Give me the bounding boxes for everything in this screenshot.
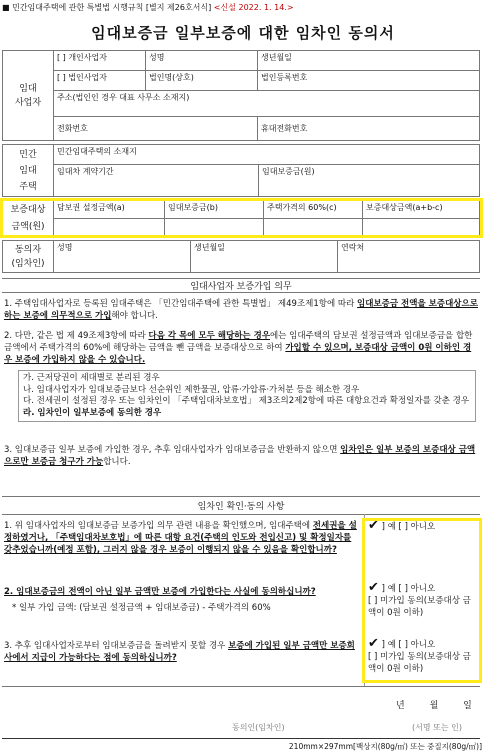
- q2-check-icon[interactable]: ✔: [368, 580, 379, 595]
- housing-label: 민간 임대 주택: [3, 145, 54, 197]
- duty-3-emphasis: 임차인은 일부 보증의 보증대상 금액으로만 보증금 청구가 가능: [4, 445, 476, 467]
- condition-a: 가. 근저당권이 세대별로 분리된 경우: [23, 373, 160, 383]
- q2-text: 2. 임대보증금의 전액이 아닌 일부 금액: [4, 587, 152, 597]
- duty-heading: 임대사업자 보증가입 의무: [190, 282, 292, 292]
- q3-emphasis: 보증에 가입된 일부 금액만 보증회사에서 지급이 가능하다는 점에 동의하십니까?: [4, 641, 355, 663]
- consent-question-3: [4, 640, 362, 664]
- duty-1-end: 해야 합니다.: [111, 311, 158, 321]
- landlord-phone-field[interactable]: 전화번호: [54, 117, 258, 141]
- deposit-amount-field[interactable]: 임대보증금(b): [165, 201, 264, 219]
- duty-3-end: 합니다.: [103, 457, 131, 467]
- corporate-option[interactable]: [ ] 법인사업자: [54, 71, 146, 91]
- consent-heading-divider: [2, 514, 480, 515]
- landlord-label: 임대 사업자: [3, 51, 54, 141]
- duty-2-text: 2. 다만, 같은 법 제 49조제3항에 따라: [4, 331, 149, 341]
- duty-2-body: 에는 임대주택의 담보권 설정금액과 임대보증금을 합한 금액에서 주택가격의 60%에 해당하는 금액을 뺀 금액을 보증대상으로 하여: [4, 331, 473, 353]
- condition-d: 라. 임차인이 일부보증에 동의한 경우: [23, 407, 162, 418]
- conditions-box: [18, 370, 476, 422]
- duty-heading-divider: [2, 292, 480, 293]
- housing-deposit-field[interactable]: 임대보증금(원): [259, 165, 480, 197]
- signature-label: 동의인(임차인): [232, 723, 285, 732]
- q1-no[interactable]: [ ] 아니오: [398, 522, 436, 532]
- landlord-name-field[interactable]: 성명: [146, 51, 258, 71]
- landlord-birth-field[interactable]: 생년월일: [258, 51, 480, 71]
- q1-check-icon[interactable]: ✔: [368, 518, 379, 533]
- tenant-name-field[interactable]: 성명: [54, 241, 191, 273]
- page-title: 임대보증금 일부보증에 대한 임차인 동의서: [91, 24, 395, 42]
- q1-text: 1. 위 임대사업자의 임대보증금 보증가입 의무 관련 내용을 확인했으며, 임대주택에: [4, 521, 313, 531]
- guarantee-highlight: [0, 198, 483, 238]
- q3-yes[interactable]: ] 예: [381, 640, 396, 650]
- housing-table: [2, 144, 480, 197]
- contract-period-field[interactable]: 임대차 계약기간: [54, 165, 259, 197]
- consent-heading: 임차인 확인·동의 사항: [197, 502, 285, 512]
- duty-2-emphasis: 다음 각 목에 모두 해당하는 경우: [148, 331, 271, 341]
- duty-2-emphasis-2: 가입할 수 있으며, 보증대상 금액이 0원 이하인 경우 보증에 가입하지 않을 수 있습니다.: [4, 343, 472, 365]
- duty-para-1: [4, 298, 478, 322]
- consent-divider: [2, 496, 480, 497]
- q3-no[interactable]: [ ] 아니오: [398, 640, 436, 650]
- answers-highlight: [362, 518, 482, 683]
- condition-b: 나. 임대사업자가 임대보증금보다 선순위인 제한물권, 압류·가압류·가처분 등을 해소한 경우: [23, 384, 360, 395]
- corp-name-field[interactable]: 법인명(상호): [146, 71, 258, 91]
- duty-para-2: [4, 330, 478, 366]
- tenant-contact-field[interactable]: 연락처: [338, 241, 480, 273]
- corp-reg-field[interactable]: 법인등록번호: [258, 71, 480, 91]
- duty-para-3: [4, 444, 478, 468]
- date-line: [396, 698, 472, 711]
- q2-no[interactable]: [ ] 아니오: [398, 584, 436, 594]
- q2-note: * 일부 가입 금액: (담보권 설정금액 + 임대보증금) - 주택가격의 60%: [12, 603, 271, 613]
- q2-none[interactable]: [ ] 미가입 동의(보증대상 금액이 0원 이하): [368, 596, 471, 618]
- q1-emphasis: 전세권을 설정하였거나, 「주택임대차보호법」에 따른 대항 요건(주택의 인도와 전입신고) 및 확정일자를 갖추었습니까(예정 포함), 그러지 않을 경우 보증이 이행되지 않을 수 있음을 확인합니까?: [4, 521, 357, 555]
- q2-emphasis: 만 보증에 가입한다는 사실에 동의하십니까?: [151, 587, 316, 597]
- form-header: [2, 2, 294, 13]
- date-day: 일: [463, 701, 472, 711]
- consent-question-1: [4, 520, 362, 556]
- footer-divider: [2, 738, 480, 739]
- tenant-label: 동의자 (임차인): [3, 241, 54, 273]
- duty-1-emphasis: 임대보증금 전액을 보증대상으로 하는 보증에 의무적으로 가입: [4, 299, 478, 321]
- q2-yes[interactable]: ] 예: [381, 584, 396, 594]
- landlord-mobile-field[interactable]: 휴대전화번호: [258, 117, 480, 141]
- housing-location-field[interactable]: 민간임대주택의 소재지: [54, 145, 480, 165]
- date-year: 년: [396, 701, 405, 711]
- condition-c: 다. 전세권이 설정된 경우 또는 임차인이 「주택임대차보호법」 제3조의2제2항에 따른 대항요건과 확정일자를 갖춘 경우: [23, 396, 470, 406]
- signature-mark[interactable]: (서명 또는 인): [412, 723, 462, 732]
- landlord-address-field[interactable]: 주소(법인인 경우 대표 사무소 소재지): [54, 91, 480, 117]
- revision-note: <신설 2022. 1. 14.>: [213, 3, 294, 12]
- duty-3-text: 3. 임대보증금 일부 보증에 가입한 경우, 추후 임대사업자가 임대보증금을 반환하지 않으면: [4, 445, 341, 455]
- mortgage-amount-field[interactable]: 담보권 설정금액(a): [54, 201, 165, 219]
- guarantee-label: 보증대상 금액(원): [3, 201, 54, 238]
- tenant-table: [2, 240, 480, 273]
- consent-bottom-divider: [2, 686, 480, 687]
- q3-none[interactable]: [ ] 미가입 동의(보증대상 금액이 0원 이하): [368, 652, 471, 674]
- paper-spec-footer: 210mm×297mm[백상지(80g/㎡) 또는 중질지(80g/㎡)]: [288, 742, 482, 751]
- q1-yes[interactable]: ] 예: [381, 522, 396, 532]
- landlord-table: [2, 50, 480, 141]
- q3-check-icon[interactable]: ✔: [368, 636, 379, 651]
- individual-option[interactable]: [ ] 개인사업자: [54, 51, 146, 71]
- duty-1-text: 1. 주택임대사업자로 등록된 임대주택은 「민간임대주택에 관한 특별법」 제49조제1항에 따라: [4, 299, 358, 309]
- house-price-field[interactable]: 주택가격의 60%(c): [264, 201, 363, 219]
- form-header-text: ■ 민간임대주택에 관한 특별법 시행규칙 [별지 제26호서식]: [2, 3, 214, 12]
- date-month: 월: [429, 701, 439, 711]
- q3-text: 3. 추후 임대사업자로부터 임대보증금을 돌려받지 못할 경우: [4, 641, 229, 651]
- target-amount-field[interactable]: 보증대상금액(a+b-c): [363, 201, 480, 219]
- tenant-birth-field[interactable]: 생년월일: [191, 241, 338, 273]
- consent-question-2: [4, 586, 362, 614]
